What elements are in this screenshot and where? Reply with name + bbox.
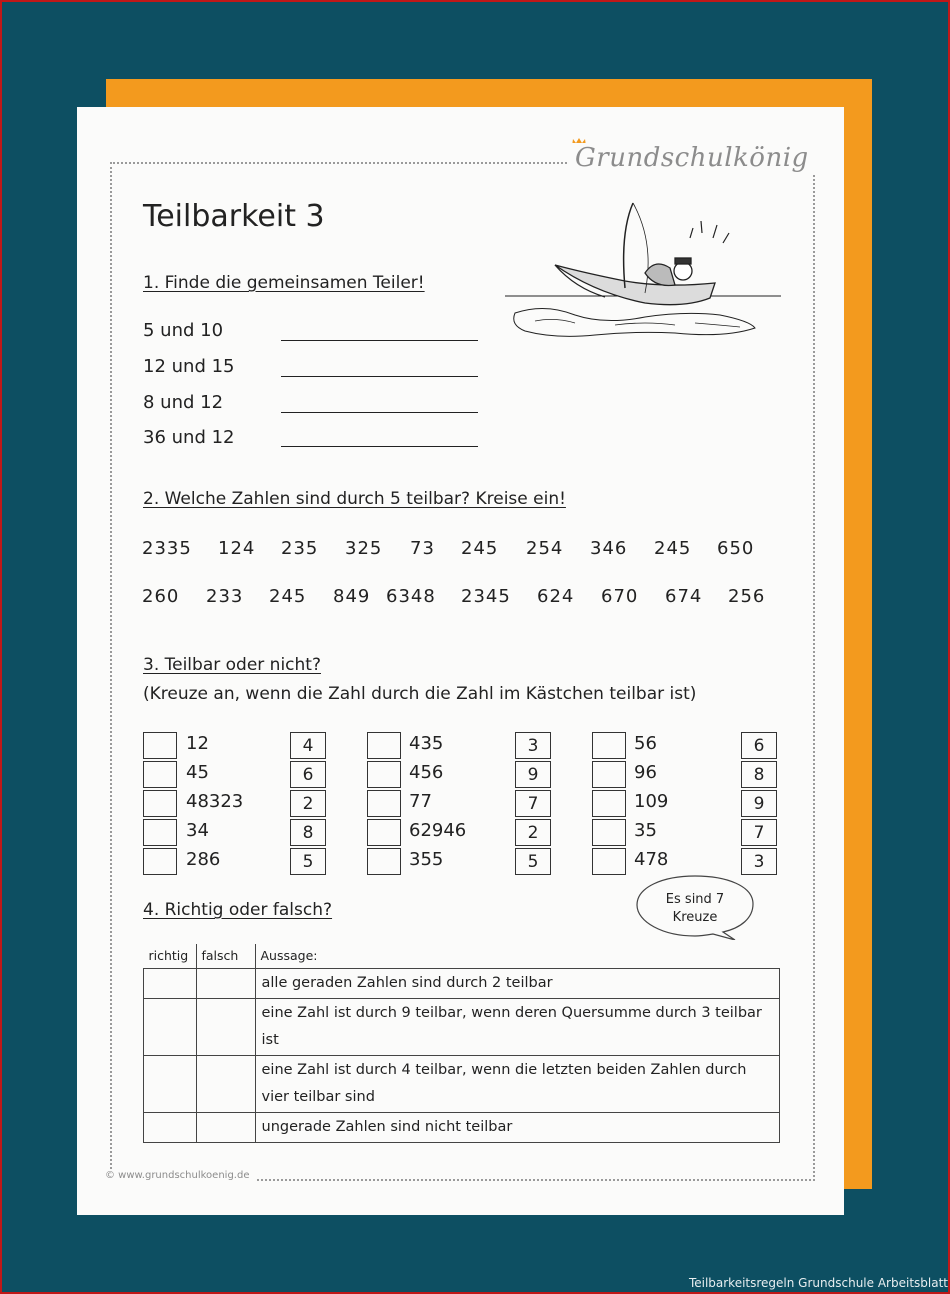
number-item[interactable]: 245: [269, 586, 307, 607]
divisor-box: 6: [741, 732, 777, 759]
number-item[interactable]: 6348: [386, 586, 436, 607]
checkbox[interactable]: [143, 819, 177, 846]
number-value: 35: [634, 820, 657, 841]
divisor-box: 6: [290, 761, 326, 788]
checkbox[interactable]: [367, 819, 401, 846]
richtig-cell[interactable]: [144, 1113, 197, 1143]
divisor-box: 9: [741, 790, 777, 817]
divisor-box: 2: [515, 819, 551, 846]
statement-text: eine Zahl ist durch 9 teilbar, wenn deren Quersumme durch 3 teilbar ist: [255, 999, 780, 1056]
checkbox[interactable]: [592, 761, 626, 788]
number-item[interactable]: 624: [537, 586, 575, 607]
col-header-falsch: falsch: [196, 944, 255, 969]
task1-heading: 1. Finde die gemeinsamen Teiler!: [143, 273, 425, 293]
brand-logo: Grundschulkönig: [567, 143, 817, 173]
task1-pair: 12 und 15: [143, 356, 235, 377]
checkbox[interactable]: [143, 732, 177, 759]
number-item[interactable]: 245: [654, 538, 692, 559]
divisor-box: 7: [741, 819, 777, 846]
task2-heading: 2. Welche Zahlen sind durch 5 teilbar? Kreise ein!: [143, 489, 566, 509]
table-row: [144, 969, 780, 999]
number-item[interactable]: 2345: [461, 586, 511, 607]
col-header-aussage: Aussage:: [260, 948, 318, 963]
checkbox[interactable]: [367, 761, 401, 788]
checkbox[interactable]: [592, 848, 626, 875]
divisor-box: 5: [515, 848, 551, 875]
table-row: [144, 1056, 780, 1113]
col-header-richtig: richtig: [144, 944, 197, 969]
divisor-box: 4: [290, 732, 326, 759]
number-value: 109: [634, 791, 669, 812]
divisor-box: 9: [515, 761, 551, 788]
answer-line[interactable]: [281, 340, 478, 341]
true-false-table: [143, 944, 780, 1143]
number-item[interactable]: 260: [142, 586, 180, 607]
checkbox[interactable]: [592, 790, 626, 817]
number-value: 48323: [186, 791, 244, 812]
richtig-cell[interactable]: [144, 969, 197, 999]
fisherman-boat-illustration: [505, 193, 785, 353]
task1-pair: 36 und 12: [143, 427, 235, 448]
number-item[interactable]: 254: [526, 538, 564, 559]
checkbox[interactable]: [143, 848, 177, 875]
falsch-cell[interactable]: [196, 1113, 255, 1143]
statement-text: ungerade Zahlen sind nicht teilbar: [255, 1113, 780, 1143]
task3-instruction: (Kreuze an, wenn die Zahl durch die Zahl im Kästchen teilbar ist): [143, 684, 697, 704]
number-value: 12: [186, 733, 209, 754]
number-item[interactable]: 325: [345, 538, 383, 559]
number-value: 435: [409, 733, 444, 754]
divisor-box: 8: [290, 819, 326, 846]
divisor-box: 2: [290, 790, 326, 817]
number-value: 34: [186, 820, 209, 841]
checkbox[interactable]: [367, 732, 401, 759]
number-item[interactable]: 245: [461, 538, 499, 559]
divisor-box: 5: [290, 848, 326, 875]
checkbox[interactable]: [367, 790, 401, 817]
number-value: 56: [634, 733, 657, 754]
number-value: 96: [634, 762, 657, 783]
task1-pair: 8 und 12: [143, 392, 224, 413]
number-item[interactable]: 233: [206, 586, 244, 607]
worksheet-page: [77, 107, 844, 1215]
falsch-cell[interactable]: [196, 969, 255, 999]
falsch-cell[interactable]: [196, 999, 255, 1056]
checkbox[interactable]: [143, 790, 177, 817]
number-item[interactable]: 650: [717, 538, 755, 559]
checkbox[interactable]: [143, 761, 177, 788]
page-title: Teilbarkeit 3: [143, 199, 325, 234]
divisor-box: 3: [515, 732, 551, 759]
number-item[interactable]: 674: [665, 586, 703, 607]
number-value: 286: [186, 849, 221, 870]
task4-heading: 4. Richtig oder falsch?: [143, 900, 333, 920]
footer-url: © www.grundschulkoenig.de: [105, 1170, 257, 1181]
divisor-box: 3: [741, 848, 777, 875]
number-item[interactable]: 849: [333, 586, 371, 607]
task3-heading: 3. Teilbar oder nicht?: [143, 655, 321, 675]
number-value: 62946: [409, 820, 467, 841]
number-value: 45: [186, 762, 209, 783]
answer-line[interactable]: [281, 446, 478, 447]
number-value: 355: [409, 849, 444, 870]
number-item[interactable]: 235: [281, 538, 319, 559]
checkbox[interactable]: [592, 732, 626, 759]
falsch-cell[interactable]: [196, 1056, 255, 1113]
number-value: 456: [409, 762, 444, 783]
answer-line[interactable]: [281, 376, 478, 377]
richtig-cell[interactable]: [144, 999, 197, 1056]
table-row: [144, 1113, 780, 1143]
number-value: 77: [409, 791, 432, 812]
statement-text: alle geraden Zahlen sind durch 2 teilbar: [255, 969, 780, 999]
bubble-line: Kreuze: [672, 910, 718, 925]
number-item[interactable]: 670: [601, 586, 639, 607]
statement-text: eine Zahl ist durch 4 teilbar, wenn die letzten beiden Zahlen durch vier teilbar sind: [255, 1056, 780, 1113]
divisor-box: 8: [741, 761, 777, 788]
number-value: 478: [634, 849, 669, 870]
bubble-text: [635, 891, 755, 927]
richtig-cell[interactable]: [144, 1056, 197, 1113]
number-item[interactable]: 124: [218, 538, 256, 559]
answer-line[interactable]: [281, 412, 478, 413]
checkbox[interactable]: [367, 848, 401, 875]
number-item[interactable]: 346: [590, 538, 628, 559]
number-item[interactable]: 73: [410, 538, 435, 559]
divisor-box: 7: [515, 790, 551, 817]
task1-pair: 5 und 10: [143, 320, 224, 341]
number-item[interactable]: 256: [728, 586, 766, 607]
image-caption: Teilbarkeitsregeln Grundschule Arbeitsblatt: [688, 1276, 948, 1290]
table-row: [144, 999, 780, 1056]
bubble-line: Es sind 7: [665, 892, 725, 907]
checkbox[interactable]: [592, 819, 626, 846]
number-item[interactable]: 2335: [142, 538, 192, 559]
